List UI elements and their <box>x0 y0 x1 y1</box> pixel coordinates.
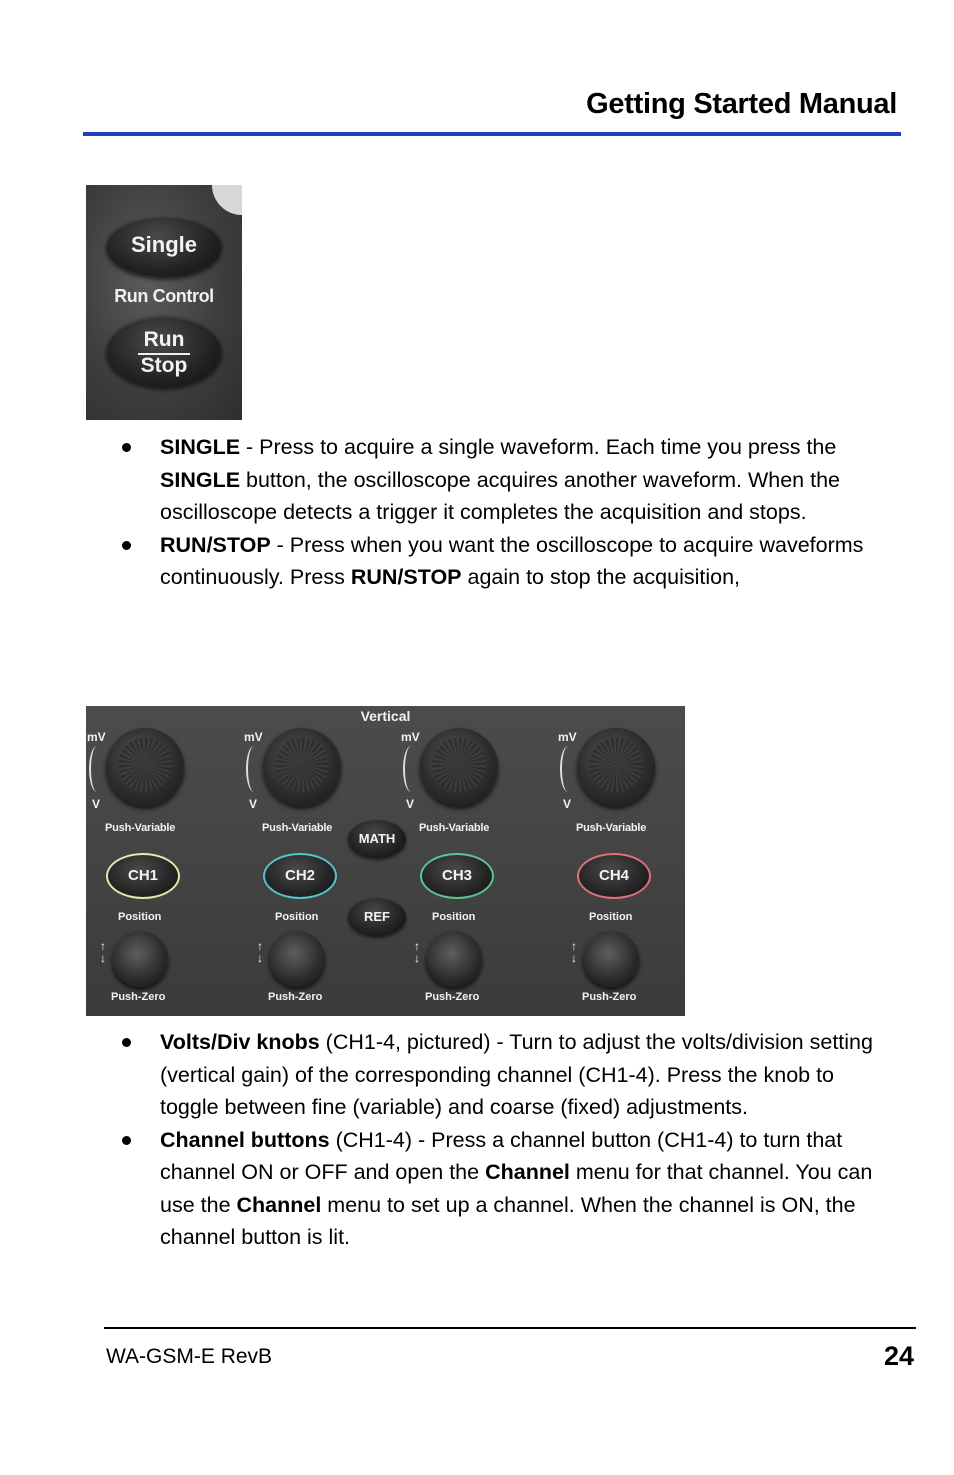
position-knob <box>112 931 168 987</box>
channel-column-3 <box>400 706 556 1016</box>
description: menu for that channel. You can use the <box>160 1160 873 1217</box>
push-zero-label: Push-Zero <box>425 991 480 1003</box>
term: Channel <box>485 1160 570 1184</box>
footer-rule <box>104 1327 916 1329</box>
position-knob <box>269 931 325 987</box>
volts-div-knob <box>263 728 341 806</box>
run-control-bullet-list <box>118 431 898 594</box>
up-down-arrow-icon: ↑ ↓ <box>257 939 263 965</box>
mv-label: mV <box>244 730 263 744</box>
position-label: Position <box>118 911 162 923</box>
description: button, the oscilloscope acquires another waveform. When the oscilloscope detects a trigger it completes the acquisition and stops. <box>160 467 840 524</box>
term: Channel <box>236 1192 322 1217</box>
v-label: V <box>249 797 258 811</box>
ch2-button-image: CH2 <box>263 853 337 899</box>
term: SINGLE <box>160 435 241 459</box>
stop-label: Stop <box>140 354 188 377</box>
push-variable-label: Push-Variable <box>262 822 333 834</box>
description: (CH1-4) - Press a channel button (CH1-4) to turn that channel ON or OFF and open the <box>160 1127 843 1184</box>
up-down-arrow-icon: ↑ ↓ <box>414 939 420 965</box>
description: - Press to acquire a single waveform. Each time you press the <box>240 435 837 459</box>
push-zero-label: Push-Zero <box>268 991 323 1003</box>
term: SINGLE <box>160 467 241 492</box>
position-label: Position <box>275 911 319 923</box>
v-label: V <box>92 797 101 811</box>
run-stop-button-image <box>106 315 222 387</box>
ch1-button-image: CH1 <box>106 853 180 899</box>
description: again to stop the acquisition, <box>461 565 741 589</box>
page-number: 24 <box>883 1341 914 1371</box>
position-knob <box>583 931 639 987</box>
single-button-image: Single <box>106 215 222 277</box>
document-id: WA-GSM-E RevB <box>106 1345 273 1368</box>
v-label: V <box>406 797 415 811</box>
run-label: Run <box>143 328 185 351</box>
list-item <box>118 1026 898 1124</box>
term: Volts/Div knobs <box>160 1030 320 1054</box>
ch4-button-image: CH4 <box>577 853 651 899</box>
description: (CH1-4, pictured) - Turn to adjust the volts/division setting (vertical gain) of the corresponding channel (CH1-4). Press the knob to toggle between fine (variable) and coarse (fixed) adjustments. <box>160 1030 873 1119</box>
position-knob <box>426 931 482 987</box>
v-label: V <box>563 797 572 811</box>
rotation-arrow-icon <box>89 746 105 792</box>
list-item <box>118 529 898 594</box>
description: - Press when you want the oscilloscope to acquire waveforms continuously. Press <box>160 532 864 589</box>
mv-label: mV <box>87 730 106 744</box>
position-label: Position <box>432 911 476 923</box>
header-rule <box>83 132 901 136</box>
mv-label: mV <box>558 730 577 744</box>
list-item <box>118 431 898 529</box>
run-control-photo <box>86 185 242 420</box>
position-label: Position <box>589 911 633 923</box>
push-variable-label: Push-Variable <box>105 822 176 834</box>
mv-label: mV <box>401 730 420 744</box>
rotation-arrow-icon <box>403 746 419 792</box>
channel-column-1 <box>86 706 242 1016</box>
page-header-title: Getting Started Manual <box>586 88 897 120</box>
push-zero-label: Push-Zero <box>582 991 637 1003</box>
ch3-button-image: CH3 <box>420 853 494 899</box>
volts-div-knob <box>420 728 498 806</box>
rotation-arrow-icon <box>246 746 262 792</box>
up-down-arrow-icon: ↑ ↓ <box>571 939 577 965</box>
volts-div-knob <box>106 728 184 806</box>
channel-column-2 <box>243 706 399 1016</box>
channel-column-4 <box>557 706 685 1016</box>
panel-corner <box>212 185 242 215</box>
vertical-controls-photo <box>86 706 685 1016</box>
run-control-label: Run Control <box>114 286 214 306</box>
list-item <box>118 1124 898 1254</box>
term: Channel buttons <box>160 1127 330 1152</box>
ref-button-image: REF <box>348 898 406 936</box>
term: RUN/STOP <box>350 565 462 589</box>
math-button-image: MATH <box>348 820 406 858</box>
rotation-arrow-icon <box>560 746 576 792</box>
push-variable-label: Push-Variable <box>419 822 490 834</box>
push-zero-label: Push-Zero <box>111 991 166 1003</box>
term: RUN/STOP <box>160 532 271 557</box>
up-down-arrow-icon: ↑ ↓ <box>100 939 106 965</box>
vertical-controls-bullet-list <box>118 1026 898 1254</box>
description: menu to set up a channel. When the channel is ON, the channel button is lit. <box>160 1192 856 1249</box>
push-variable-label: Push-Variable <box>576 822 647 834</box>
vertical-title: Vertical <box>360 708 411 724</box>
volts-div-knob <box>577 728 655 806</box>
